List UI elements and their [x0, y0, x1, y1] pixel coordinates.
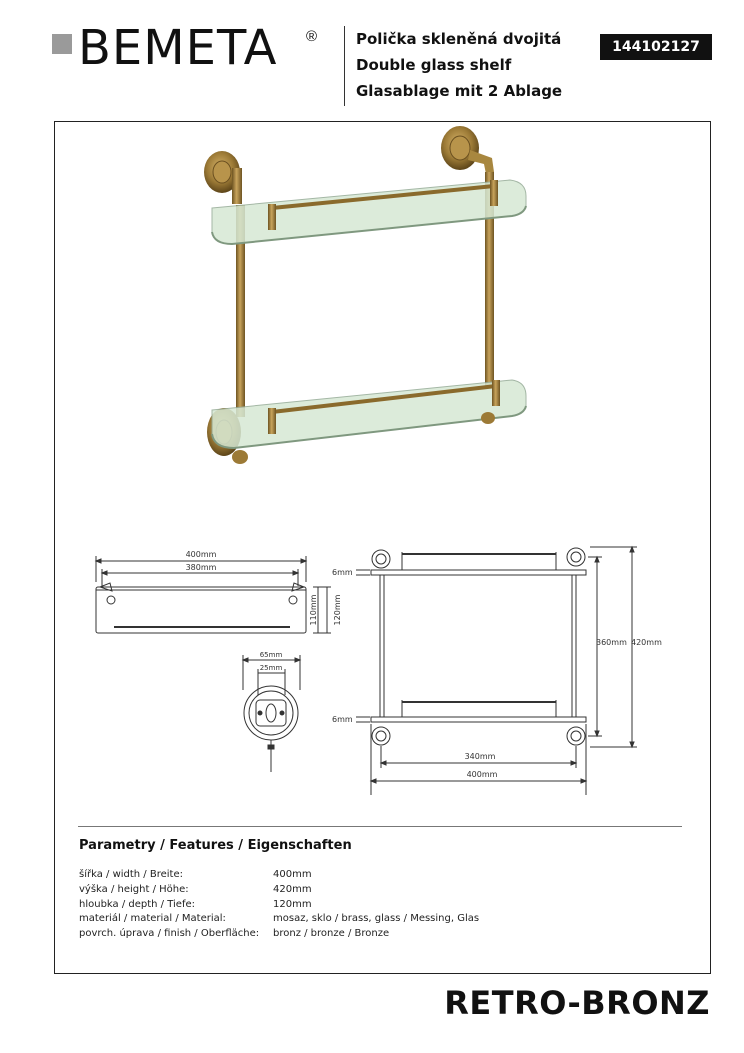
title-cz: Polička skleněná dvojitá [356, 30, 562, 48]
title-de: Glasablage mit 2 Ablage [356, 82, 563, 100]
title-en: Double glass shelf [356, 56, 512, 74]
spec-value: bronz / bronze / Bronze [273, 928, 390, 939]
dim-elev-420: 420mm [631, 638, 662, 647]
spec-value: 400mm [273, 869, 312, 880]
dim-rosette-25: 25mm [259, 664, 283, 672]
rosette-detail-drawing [243, 655, 300, 772]
spec-value: 120mm [273, 899, 312, 910]
registered-mark: ® [306, 28, 318, 45]
spec-label: materiál / material / Material: [79, 913, 226, 924]
dim-side-120: 120mm [333, 594, 342, 626]
glass-shelf-top [212, 180, 526, 244]
series-name: RETRO-BRONZ [444, 984, 710, 1022]
spec-value: mosaz, sklo / brass, glass / Messing, Glas [273, 913, 480, 924]
dim-front-380: 380mm [185, 563, 217, 572]
spec-label: povrch. úprava / finish / Oberfläche: [79, 928, 260, 939]
brand-logo: BEMETA [78, 20, 278, 76]
dim-rosette-65: 65mm [259, 651, 283, 659]
elevation-drawing [356, 547, 637, 795]
dim-elev-6-top: 6mm [332, 568, 353, 577]
features-separator [78, 826, 682, 827]
dim-elev-360: 360mm [596, 638, 627, 647]
spec-label: výška / height / Höhe: [79, 884, 189, 895]
spec-value: 420mm [273, 884, 312, 895]
dim-elev-340: 340mm [464, 752, 496, 761]
dim-elev-6-bottom: 6mm [332, 715, 353, 724]
product-photo [204, 126, 526, 464]
dim-elev-400: 400mm [466, 770, 498, 779]
dim-front-400: 400mm [185, 550, 217, 559]
spec-label: šířka / width / Breite: [79, 869, 183, 880]
product-code-badge: 144102127 [600, 34, 712, 60]
glass-shelf-bottom [212, 380, 526, 448]
spec-label: hloubka / depth / Tiefe: [79, 899, 195, 910]
features-title: Parametry / Features / Eigenschaften [79, 838, 352, 853]
dim-side-110: 110mm [309, 594, 318, 626]
